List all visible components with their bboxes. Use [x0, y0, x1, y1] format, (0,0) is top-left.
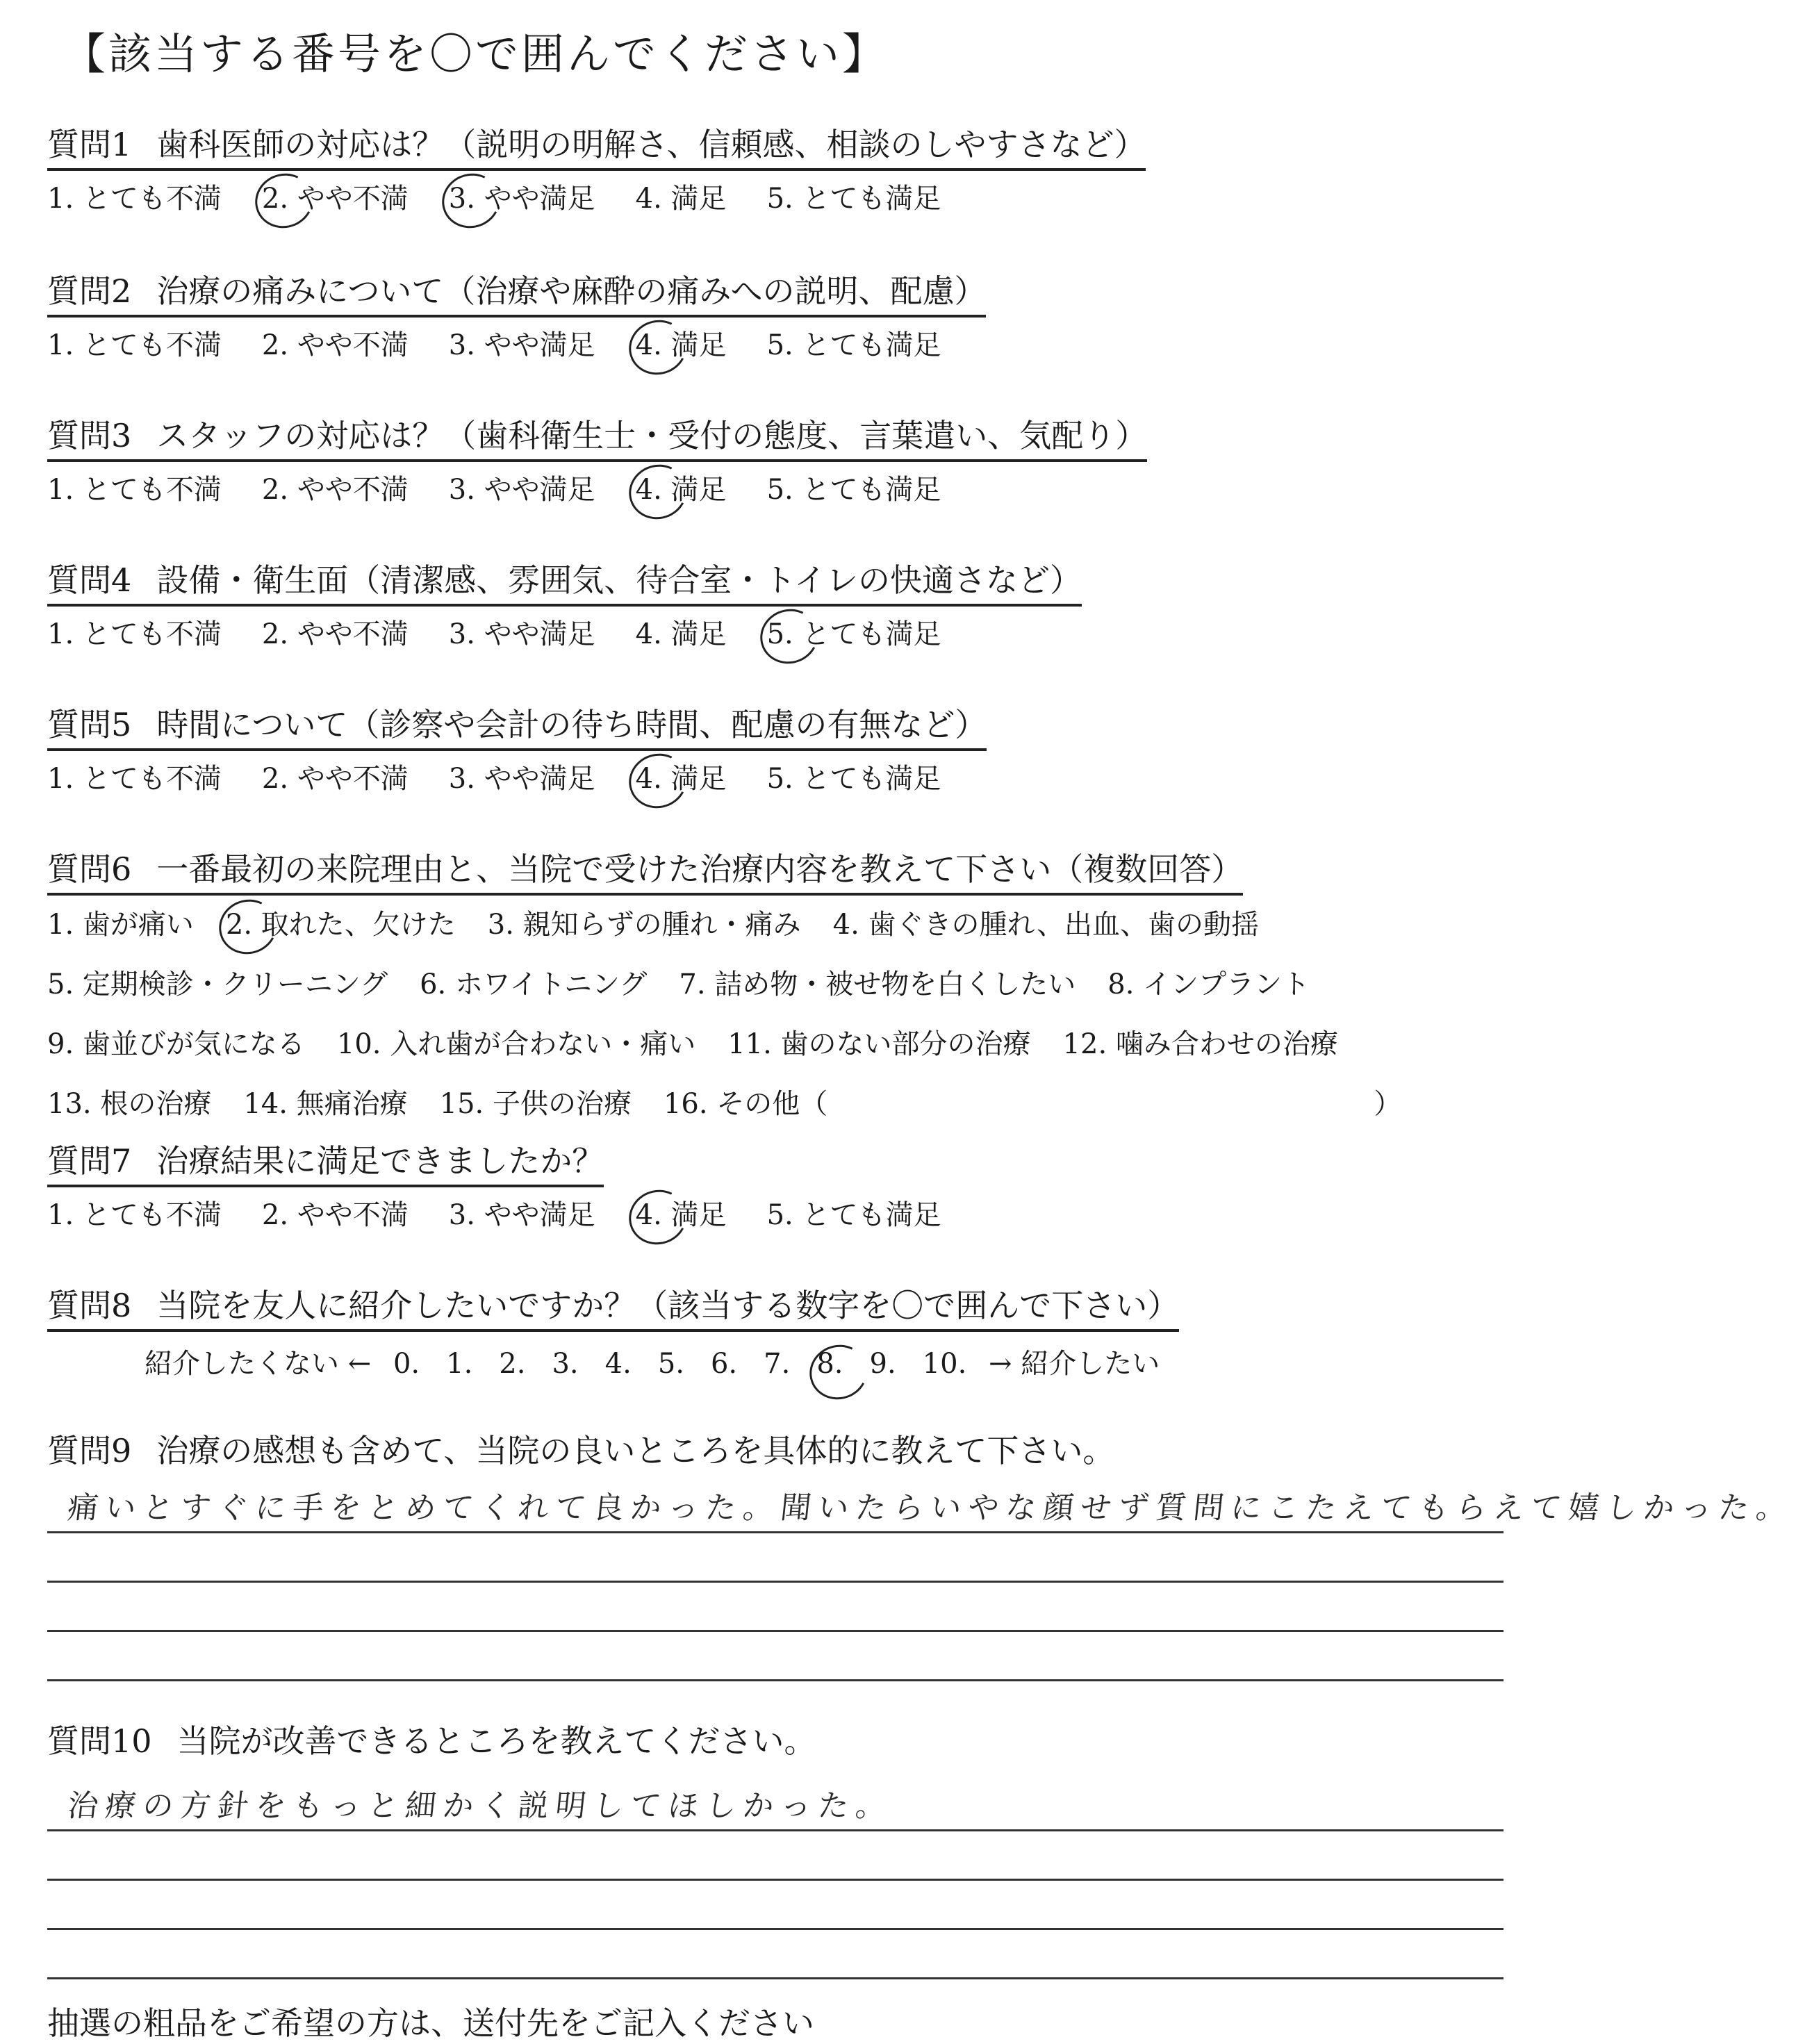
option-3-circled[interactable]: 3. やや満足 [449, 176, 595, 216]
option-3[interactable]: 3. やや満足 [448, 474, 595, 506]
scale-7[interactable]: 7. [764, 1348, 791, 1380]
instruction-header: 【該当する番号を〇で囲んでください】 [63, 28, 889, 79]
question-9 [47, 1426, 1559, 1472]
option-1[interactable]: 1. とても不満 [47, 618, 222, 650]
option-1[interactable]: 1. とても不満 [47, 183, 222, 215]
option-2[interactable]: 2. やや不満 [261, 618, 409, 650]
writing-line [47, 1583, 1503, 1632]
option-5[interactable]: 5. 定期検診・クリーニング [47, 969, 388, 1000]
answer-options [47, 468, 1559, 507]
scale-right-label: → 紹介したい [989, 1348, 1160, 1380]
question-number: 質問10 [47, 1722, 152, 1760]
option-2[interactable]: 2. やや不満 [261, 474, 409, 506]
options-row-2 [47, 962, 1559, 1015]
option-13[interactable]: 13. 根の治療 [47, 1088, 212, 1120]
footer-instruction: 抽選の粗品をご希望の方は、送付先をご記入ください [47, 2004, 814, 2042]
options-row-4 [47, 1082, 1559, 1135]
scale-9[interactable]: 9. [869, 1348, 896, 1380]
question-text: 一番最初の来院理由と、当院で受けた治療内容を教えて下さい（複数回答） [156, 850, 1244, 888]
writing-line [47, 1782, 1503, 1831]
option-2[interactable]: 2. やや不満 [261, 329, 409, 361]
answer-options [47, 612, 1559, 652]
option-5[interactable]: 5. とても満足 [766, 1199, 941, 1231]
handwritten-answer: 治療の方針をもっと細かく説明してほしかった。 [65, 1788, 896, 1824]
writing-line [47, 1881, 1503, 1930]
scale-5[interactable]: 5. [657, 1348, 684, 1380]
option-1[interactable]: 1. 歯が痛い [47, 909, 194, 941]
option-10[interactable]: 10. 入れ歯が合わない・痛い [336, 1028, 696, 1060]
option-16[interactable]: 16. その他（ [663, 1088, 828, 1120]
option-5[interactable]: 5. とても満足 [766, 474, 941, 506]
scale-0[interactable]: 0. [393, 1348, 420, 1380]
handwritten-answer: 痛いとすぐに手をとめてくれて良かった。聞いたらいやな顔せず質問にこたえてもらえて嬉しかった。 [65, 1490, 1796, 1526]
q10-writing-area[interactable] [47, 1782, 1503, 1979]
writing-line [47, 1831, 1503, 1881]
option-4[interactable]: 4. 歯ぐきの腫れ、出血、歯の動揺 [832, 909, 1259, 941]
options-row-1 [47, 903, 1559, 955]
option-5[interactable]: 5. とても満足 [766, 183, 941, 215]
writing-line [47, 1930, 1503, 1979]
option-11[interactable]: 11. 歯のない部分の治療 [727, 1028, 1031, 1060]
option-12[interactable]: 12. 噛み合わせの治療 [1062, 1028, 1338, 1060]
option-4-circled[interactable]: 4. 満足 [636, 1193, 727, 1233]
question-number: 質問4 [47, 561, 132, 599]
option-14[interactable]: 14. 無痛治療 [243, 1088, 408, 1120]
scale-1[interactable]: 1. [446, 1348, 473, 1380]
option-1[interactable]: 1. とても不満 [47, 1199, 222, 1231]
question-8 [47, 1280, 1559, 1381]
question-10 [47, 1716, 1559, 1762]
option-3[interactable]: 3. やや満足 [448, 618, 595, 650]
other-close-paren: ） [1374, 1088, 1402, 1120]
option-3[interactable]: 3. やや満足 [448, 329, 595, 361]
option-2-circled[interactable]: 2. 取れた、欠けた [226, 903, 456, 942]
question-number: 質問1 [47, 126, 132, 163]
scale-10[interactable]: 10. [922, 1348, 967, 1380]
option-1[interactable]: 1. とても不満 [47, 329, 222, 361]
scale-2[interactable]: 2. [499, 1348, 526, 1380]
option-1[interactable]: 1. とても不満 [47, 474, 222, 506]
option-5[interactable]: 5. とても満足 [766, 329, 941, 361]
question-text: スタッフの対応は？（歯科衛生士・受付の態度、言葉遣い、気配り） [156, 417, 1148, 454]
question-2 [47, 266, 1559, 363]
question-text: 設備・衛生面（清潔感、雰囲気、待合室・トイレの快適さなど） [156, 561, 1082, 599]
question-5 [47, 700, 1559, 796]
option-7[interactable]: 7. 詰め物・被せ物を白くしたい [679, 969, 1076, 1000]
question-number: 質問9 [47, 1432, 132, 1469]
option-15[interactable]: 15. 子供の治療 [439, 1088, 632, 1120]
option-4-circled[interactable]: 4. 満足 [636, 468, 727, 507]
writing-line [47, 1484, 1796, 1533]
scale-6[interactable]: 6. [710, 1348, 738, 1380]
question-text: 時間について（診察や会計の待ち時間、配慮の有無など） [156, 706, 987, 743]
option-3[interactable]: 3. やや満足 [448, 763, 595, 795]
option-9[interactable]: 9. 歯並びが気になる [47, 1028, 305, 1060]
option-1[interactable]: 1. とても不満 [47, 763, 222, 795]
writing-line [47, 1632, 1503, 1681]
option-5-circled[interactable]: 5. とても満足 [767, 612, 941, 652]
question-number: 質問2 [47, 272, 132, 310]
question-3 [47, 411, 1559, 507]
option-4-circled[interactable]: 4. 満足 [636, 323, 727, 363]
answer-options [47, 323, 1559, 363]
question-4 [47, 555, 1559, 652]
scale-4[interactable]: 4. [604, 1348, 632, 1380]
options-row-3 [47, 1022, 1559, 1075]
question-number: 質問6 [47, 850, 132, 888]
question-text: 歯科医師の対応は？（説明の明解さ、信頼感、相談のしやすさなど） [156, 126, 1146, 163]
q9-writing-area[interactable] [47, 1484, 1796, 1681]
option-4[interactable]: 4. 満足 [635, 618, 727, 650]
writing-line [47, 1533, 1503, 1583]
answer-options [47, 757, 1559, 796]
question-text: 治療の感想も含めて、当院の良いところを具体的に教えて下さい。 [156, 1432, 1115, 1469]
option-4[interactable]: 4. 満足 [635, 183, 727, 215]
option-3[interactable]: 3. 親知らずの腫れ・痛み [487, 909, 801, 941]
scale-8-circled[interactable]: 8. [816, 1348, 843, 1380]
question-text: 治療の痛みについて（治療や麻酔の痛みへの説明、配慮） [156, 272, 987, 310]
option-6[interactable]: 6. ホワイトニング [420, 969, 648, 1000]
question-text: 当院を友人に紹介したいですか？（該当する数字を〇で囲んで下さい） [156, 1287, 1180, 1324]
answer-options [47, 1193, 1559, 1233]
scale-left-label: 紹介したくない ← [145, 1348, 372, 1380]
scale-3[interactable]: 3. [552, 1348, 579, 1380]
option-2-circled[interactable]: 2. やや不満 [262, 176, 409, 216]
question-number: 質問5 [47, 706, 132, 743]
question-text: 治療結果に満足できましたか？ [156, 1142, 604, 1180]
option-4-circled[interactable]: 4. 満足 [636, 757, 727, 796]
option-3[interactable]: 3. やや満足 [448, 1199, 595, 1231]
question-number: 質問8 [47, 1287, 132, 1324]
recommend-scale [47, 1342, 1559, 1381]
question-7 [47, 1136, 1559, 1233]
option-8[interactable]: 8. インプラント [1107, 969, 1310, 1000]
option-5[interactable]: 5. とても満足 [766, 763, 941, 795]
answer-options [47, 176, 1559, 216]
question-number: 質問3 [47, 417, 132, 454]
option-2[interactable]: 2. やや不満 [261, 1199, 409, 1231]
question-1 [47, 119, 1559, 216]
question-text: 当院が改善できるところを教えてください。 [176, 1722, 816, 1760]
question-6 [47, 844, 1559, 1135]
option-2[interactable]: 2. やや不満 [261, 763, 409, 795]
question-number: 質問7 [47, 1142, 132, 1180]
